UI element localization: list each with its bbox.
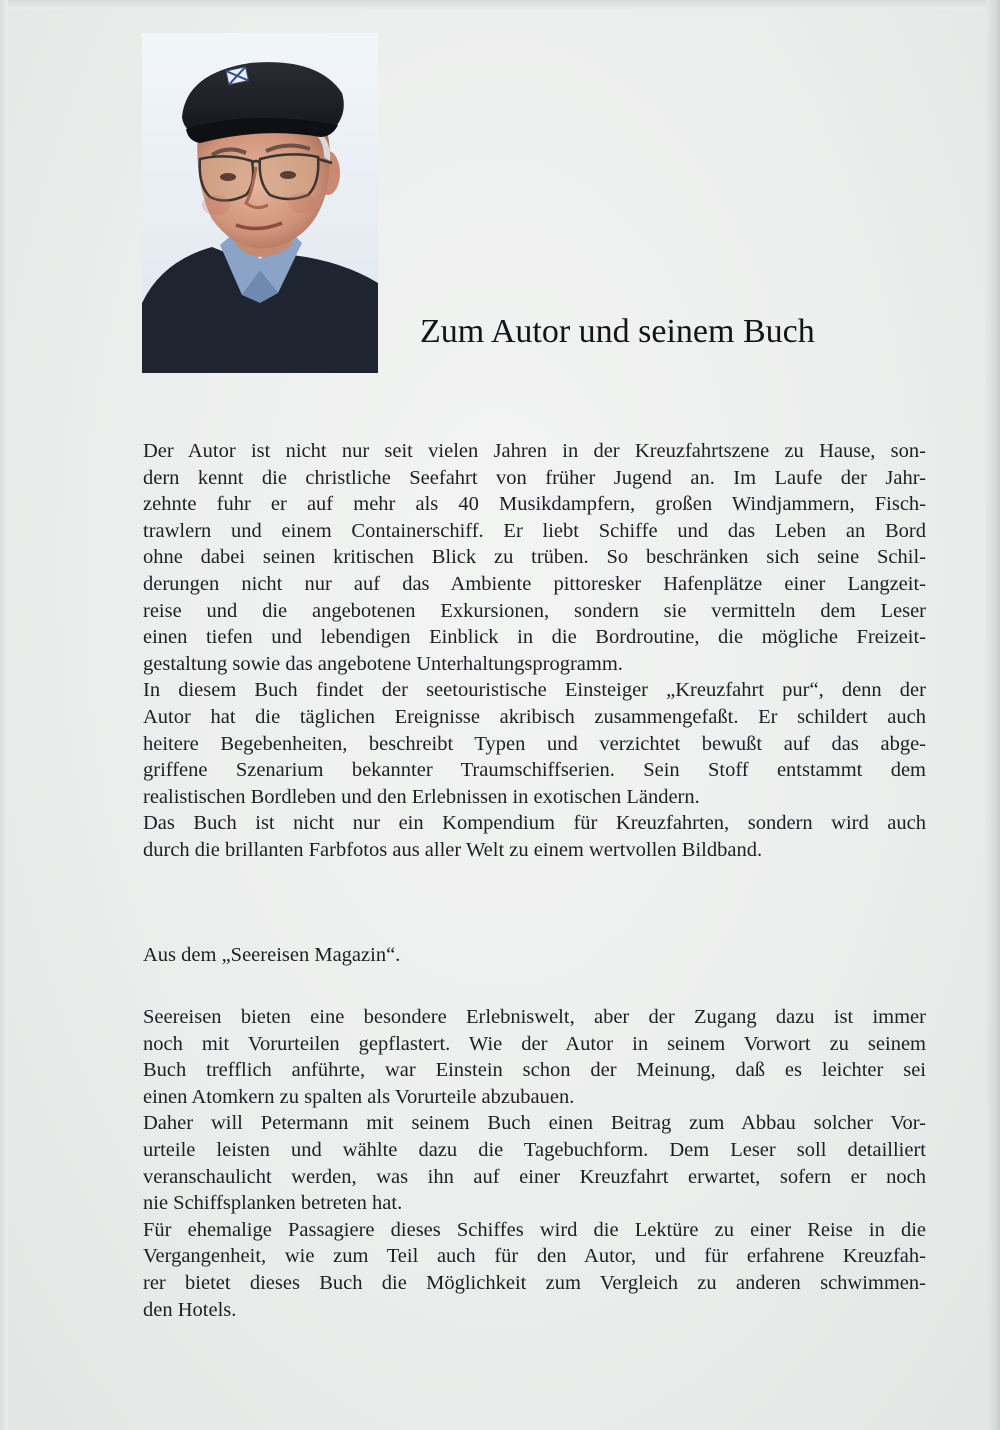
text-line: heitere Begebenheiten, beschreibt Typen und verzichtet bewußt auf das abge- xyxy=(143,732,926,755)
text-line: gestaltung sowie das angebotene Unterhaltungsprogramm. xyxy=(143,652,623,675)
text-line: rer bietet dieses Buch die Möglichkeit zum Vergleich zu anderen schwimmen- xyxy=(143,1271,926,1294)
author-description-text xyxy=(143,438,926,864)
text-line: Daher will Petermann mit seinem Buch einen Beitrag zum Abbau solcher Vor- xyxy=(143,1112,926,1135)
text-line: veranschaulicht werden, was ihn auf einer Kreuzfahrt erwartet, sofern er noch xyxy=(143,1165,926,1188)
source-attribution xyxy=(143,942,926,969)
text-line: ohne dabei seinen kritischen Blick zu trüben. So beschränken sich seine Schil- xyxy=(143,546,926,569)
author-photo xyxy=(142,33,378,373)
text-line: nie Schiffsplanken betreten hat. xyxy=(143,1192,403,1215)
text-line: durch die brillanten Farbfotos aus aller Welt zu einem wertvollen Bildband. xyxy=(143,838,763,861)
text-line: dern kennt die christliche Seefahrt von früher Jugend an. Im Laufe der Jahr- xyxy=(143,466,926,489)
source-line: Aus dem „Seereisen Magazin“. xyxy=(143,944,401,966)
text-line: Autor hat die täglichen Ereignisse akribisch zusammengefaßt. Er schildert auch xyxy=(143,705,926,728)
text-line: einen Atomkern zu spalten als Vorurteile abzubauen. xyxy=(143,1085,575,1108)
cover-top-edge xyxy=(0,0,1000,10)
text-line: realistischen Bordleben und den Erlebnissen in exotischen Ländern. xyxy=(143,785,700,808)
text-line: Vergangenheit, wie zum Teil auch für den Autor, und für erfahrene Kreuzfah- xyxy=(143,1245,926,1268)
cover-right-edge xyxy=(986,0,1000,1430)
text-line: Das Buch ist nicht nur ein Kompendium für Kreuzfahrten, sondern wird auch xyxy=(143,812,926,835)
text-line: einen tiefen und lebendigen Einblick in die Bordroutine, die mögliche Freizeit- xyxy=(143,626,926,649)
text-line: reise und die angebotenen Exkursionen, sondern sie vermitteln dem Leser xyxy=(143,599,926,622)
text-line: trawlern und einem Containerschiff. Er liebt Schiffe und das Leben an Bord xyxy=(143,519,926,542)
text-line: griffene Szenarium bekannter Traumschiffserien. Sein Stoff entstammt dem xyxy=(143,759,926,782)
text-line: Seereisen bieten eine besondere Erlebniswelt, aber der Zugang dazu ist immer xyxy=(143,1006,926,1028)
text-line: den Hotels. xyxy=(143,1298,237,1321)
text-line: noch mit Vorurteilen gepflastert. Wie der Autor in seinem Vorwort zu seinem xyxy=(143,1032,926,1055)
text-line: Buch trefflich anführte, war Einstein schon der Meinung, daß es leichter sei xyxy=(143,1059,926,1082)
text-line: derungen nicht nur auf das Ambiente pittoresker Hafenplätze einer Langzeit- xyxy=(143,572,926,595)
book-description-text xyxy=(143,1004,926,1323)
author-portrait-illustration xyxy=(142,33,378,373)
text-line: urteile leisten und wählte dazu die Tagebuchform. Dem Leser soll detailliert xyxy=(143,1138,926,1161)
cover-left-edge xyxy=(0,0,8,1430)
page-heading: Zum Autor und seinem Buch xyxy=(420,313,815,350)
text-line: Der Autor ist nicht nur seit vielen Jahren in der Kreuzfahrtszene zu Hause, son- xyxy=(143,440,926,462)
text-line: zehnte fuhr er auf mehr als 40 Musikdampfern, großen Windjammern, Fisch- xyxy=(143,493,926,516)
text-line: Für ehemalige Passagiere dieses Schiffes wird die Lektüre zu einer Reise in die xyxy=(143,1218,926,1241)
text-line: In diesem Buch findet der seetouristische Einsteiger „Kreuzfahrt pur“, denn der xyxy=(143,679,926,702)
